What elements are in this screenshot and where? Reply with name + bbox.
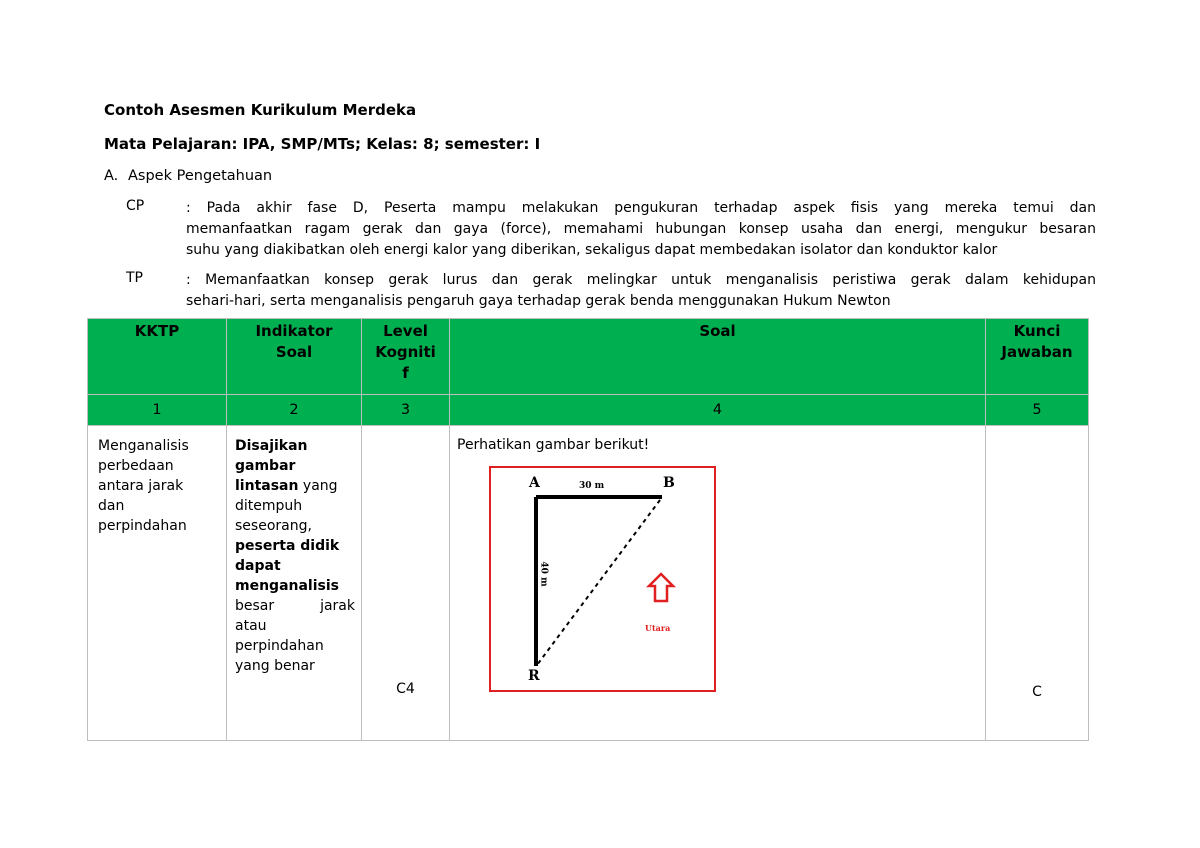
cp-line: memanfaatkan ragam gerak dan gaya (force), memahami hubungan konsep usaha dan energi, mengukur besaran [186, 221, 1096, 237]
tp-line: sehari-hari, serta menganalisis pengaruh gaya terhadap gerak benda menggunakan Hukum Newton [186, 293, 891, 309]
soal-intro: Perhatikan gambar berikut! [457, 437, 650, 453]
table-row [88, 426, 1089, 741]
cp-label: CP [126, 198, 145, 214]
soal-cell [450, 426, 986, 741]
kktp-cell: Menganalisis perbedaan antara jarak dan perpindahan [88, 426, 227, 741]
header-level: Level Kogniti f [362, 319, 450, 395]
column-number: 4 [450, 395, 986, 426]
point-r-label: R [528, 668, 540, 684]
cp-line: suhu yang diakibatkan oleh energi kalor yang diberikan, sekaligus dapat membedakan isolator dan konduktor kalor [186, 242, 998, 258]
header-kktp: KKTP [88, 319, 227, 395]
assessment-table [87, 318, 1089, 741]
distance-ab-label: 30 m [579, 481, 605, 491]
section-heading [104, 168, 272, 184]
point-a-label: A [529, 475, 540, 491]
header-row [88, 319, 1089, 395]
route-figure [489, 466, 716, 692]
column-number: 5 [986, 395, 1089, 426]
document-subtitle: Mata Pelajaran: IPA, SMP/MTs; Kelas: 8; semester: I [104, 135, 541, 153]
column-number: 1 [88, 395, 227, 426]
north-arrow-icon [649, 574, 673, 601]
kunci-value: C [1032, 684, 1042, 700]
indikator-cell: Disajikan gambar lintasan yang ditempuh seseorang, peserta didik dapat menganalisis besar jarak atau perpindahan yang benar [227, 426, 362, 741]
section-number: A. [104, 168, 119, 184]
header-indikator: Indikator Soal [227, 319, 362, 395]
column-number: 2 [227, 395, 362, 426]
kunci-cell [986, 426, 1089, 741]
section-title: Aspek Pengetahuan [128, 168, 273, 184]
cp-text [186, 198, 1096, 261]
tp-text [186, 270, 1096, 312]
level-cell [362, 426, 450, 741]
number-row [88, 395, 1089, 426]
header-soal: Soal [450, 319, 986, 395]
document-title: Contoh Asesmen Kurikulum Merdeka [104, 101, 417, 119]
route-diagram [491, 468, 714, 690]
cp-line: : Pada akhir fase D, Peserta mampu melakukan pengukuran terhadap aspek fisis yang mereka temui dan [186, 200, 1096, 216]
tp-label: TP [126, 270, 143, 286]
north-label: Utara [645, 623, 671, 633]
tp-line: : Memanfaatkan konsep gerak lurus dan gerak melingkar untuk menganalisis peristiwa gerak dalam kehidupan [186, 272, 1096, 288]
distance-ar-label: 40 m [538, 561, 549, 587]
point-b-label: B [663, 475, 675, 491]
column-number: 3 [362, 395, 450, 426]
level-value: C4 [396, 681, 415, 697]
path-br-dashed [537, 500, 660, 665]
header-kunci: Kunci Jawaban [986, 319, 1089, 395]
